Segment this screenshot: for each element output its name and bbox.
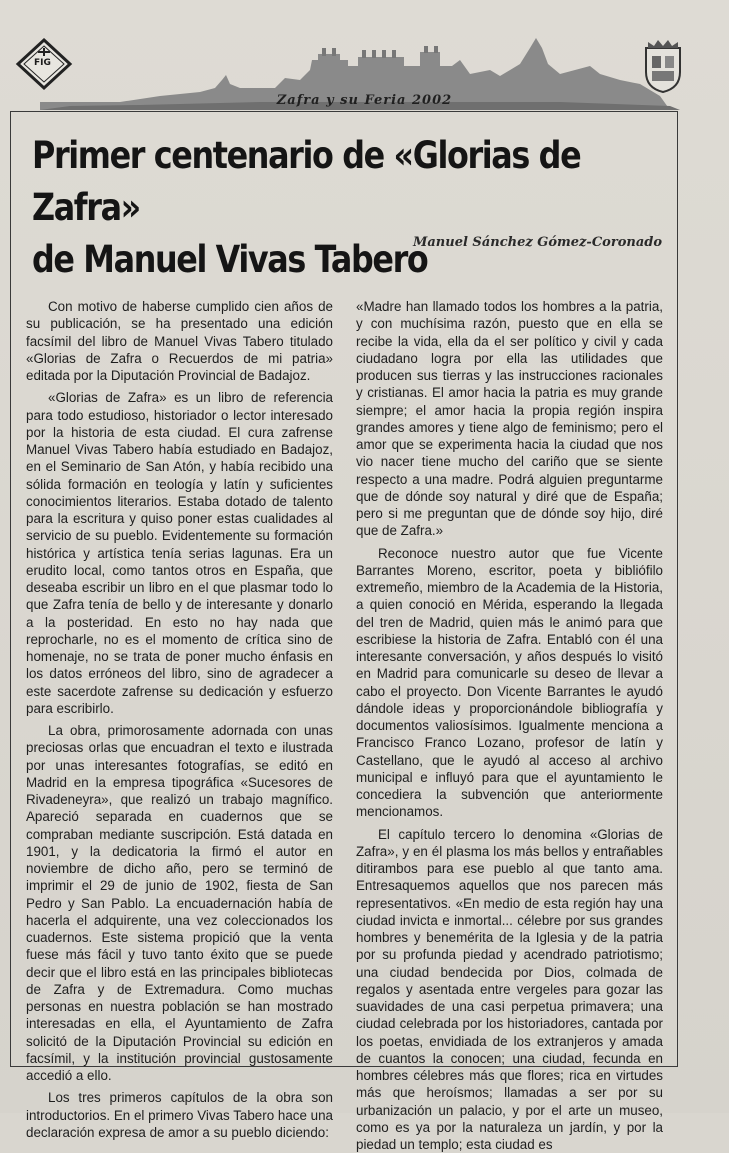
paragraph: «Glorias de Zafra» es un libro de referencia para todo estudioso, historiador o lector interesado por la historia de esta ciudad. El cura zafrense Manuel Vivas Tabero había estudiado en Badajoz, en el Seminario de San Atón, y había recibido una sólida formación en teología y latín y suficientes conocimientos literarios. Estaba dotado de talento para la escritura y quiso poner estas cualidades al servicio de su pueblo. Evidentemente su formación histórica y artística tenía serias lagunas. Era un erudito local, como tantos otros en España, que deseaba escribir un libro en el que plasmar todo lo que Zafra tenía de bello y de interesante y donarlo a la posteridad. En esto no hay nada que reprocharle, no es el momento de crítica sino de homenaje, no se trata de poner mucho énfasis en los datos erróneos del libro, sino de agradecer a este sacerdote zafrense su dedicación y esfuerzo para escribirlo.	[26, 389, 333, 717]
left-column	[26, 298, 333, 1064]
page-header	[0, 0, 729, 115]
paragraph: Con motivo de haberse cumplido cien años de su publicación, se ha presentado una edición facsímil del libro de Manuel Vivas Tabero titulado «Glorias de Zafra o Recuerdos de mi patria» editada por la Diputación Provincial de Badajoz.	[26, 298, 333, 384]
paragraph: «Madre han llamado todos los hombres a la patria, y con muchísima razón, puesto que en ella se recibe la vida, ella da el ser político y civil y cada ciudadano logra por ella las utilidades que producen sus tierras y las instrucciones racionales y cristianas. El amor hacia la patria es muy grande siempre; el amor hacia la propia región inspira grandes amores y tiene algo de feminismo; pero el amor que se experimenta hacia la ciudad que nos vio nacer tiene mucho del cariño que se siente respecto a una madre. Podrá alguien preguntarme que de dónde soy natural y diré que de España; pero si me preguntan que de dónde soy hijo, diré que de Zafra.»	[356, 298, 663, 540]
title-line-1: Primer centenario de «Glorias de Zafra»	[32, 130, 668, 234]
article-title	[32, 130, 668, 286]
article-author: Manuel Sánchez Gómez-Coronado	[380, 235, 662, 250]
paragraph: La obra, primorosamente adornada con unas preciosas orlas que encuadran el texto e ilustrada por unas interesantes fotografías, se editó en Madrid en la empresa tipográfica «Sucesores de Rivadeneyra», que realizó un trabajo magnífico. Apareció separada en cuadernos que se compraban mediante suscripción. Está datada en 1901, y la dedicatoria la firmó el autor en noviembre de dicho año, pero se terminó de imprimir el 29 de junio de 1902, fiesta de San Pedro y San Pablo. La encuadernación había de hacerla el adquirente, una vez coleccionados los cuadernos. Este sistema propició que la venta fuese más fácil y tuvo tanto éxito que se puede decir que el libro está en las principales bibliotecas de Zafra y de Extremadura. Como muchas personas en nuestra población se han mostrado interesadas en ella, el Ayuntamiento de Zafra solicitó de la Diputación Provincial su edición en facsímil, y la institución provincial gustosamente accedió a ello.	[26, 722, 333, 1084]
right-column	[356, 298, 663, 1064]
fig-logo-text: FIG	[34, 58, 51, 68]
issue-banner: Zafra y su Feria 2002	[0, 93, 729, 108]
paragraph: Los tres primeros capítulos de la obra son introductorios. En el primero Vivas Tabero hace una declaración expresa de amor a su pueblo diciendo:	[26, 1089, 333, 1141]
title-line-2: de Manuel Vivas Tabero	[32, 234, 668, 286]
paragraph: Reconoce nuestro autor que fue Vicente Barrantes Moreno, escritor, poeta y bibliófilo extremeño, miembro de la Academia de la Historia, a quien conoció en Mérida, esperando la llegada del tren de Madrid, quien más le animó para que escribiese la historia de Zafra. Entabló con él una interesante conversación, y años después lo visitó en Madrid para comunicarle su deseo de llevar a cabo el proyecto. Don Vicente Barrantes le ayudó dándole ideas y proporcionándole bibliografía y documentos valiosísimos. Igualmente menciona a Francisco Franco Lozano, profesor de latín y Castellano, que le ayudó al acceso al archivo municipal e influyó para que el ayuntamiento le concediera la subvención que anteriormente mencionamos.	[356, 545, 663, 821]
town-crest-icon	[640, 38, 686, 94]
paragraph: El capítulo tercero lo denomina «Glorias de Zafra», y en él plasma los más bellos y entrañables ditirambos para ese pueblo al que tanto ama. Entresaquemos aquellos que nos parecen más representativos. «En medio de esta región hay una ciudad invicta e inmortal... célebre por sus grandes hombres y benemérita de la Iglesia y de la patria por su profunda piedad y acendrado patriotismo; una ciudad bendecida por Dios, colmada de regalos y asentada entre vergeles para gozar las suavidades de una casi perpetua primavera; una ciudad celebrada por los historiadores, cantada por los poetas, envidiada de los extranjeros y amada de cuantos la conocen; una ciudad, fecunda en hombres célebres más que flores; rica en virtudes más que heroísmos; llamadas a ser por su urbanización un palacio, y por el arte un museo, como es ya por la naturaleza un jardín, y por la piedad un templo; esta ciudad es	[356, 826, 663, 1153]
